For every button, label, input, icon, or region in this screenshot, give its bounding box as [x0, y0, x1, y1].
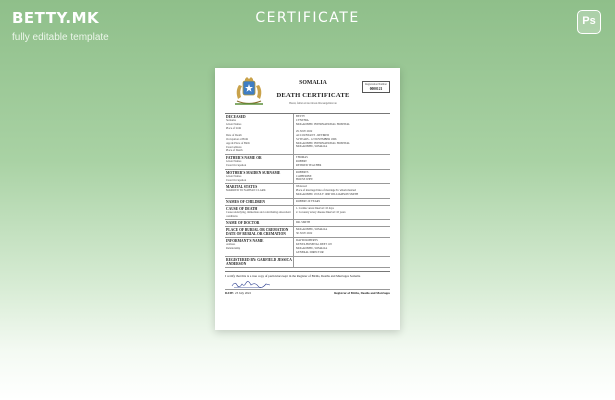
certification-statement: I certify that this is a true copy of particulars kept in the Register of Births, Deaths and Marriages Somalia: [225, 273, 361, 278]
section-heading: NAMES OF CHILDREN: [226, 199, 266, 204]
section-values: [293, 227, 390, 237]
certificate-section: [225, 238, 390, 256]
section-labels: [225, 206, 293, 220]
field-label: Place of Death: [226, 149, 243, 153]
section-heading: NAME OF DOCTOR: [226, 221, 260, 226]
section-heading: REGISTERED BY: GARFIELD JESSICA ANDERSON: [226, 257, 292, 266]
section-heading: FATHER'S NAME OR: [226, 156, 262, 161]
field-value: ROBERT 20 YEARS: [296, 199, 321, 203]
field-label: Given Names: [226, 160, 242, 164]
field-label: Given Names: [226, 174, 242, 178]
section-labels: [225, 170, 293, 184]
section-subheading: DATE OF BURIAL OR CREMATION: [226, 232, 286, 237]
field-value: DAVID ROBERTS: [296, 239, 318, 243]
section-values: [293, 257, 390, 267]
certificate-title: DEATH CERTIFICATE: [276, 92, 350, 99]
section-labels: [225, 199, 293, 205]
section-labels: [225, 257, 293, 267]
field-value: ACCOUNTANT - RETIRED: [296, 133, 330, 137]
section-heading: INFORMANT'S NAME: [226, 239, 264, 244]
field-value: Place of marriage Date of marriage To whom married: [296, 189, 357, 193]
field-label: Address: [226, 243, 236, 247]
field-value: 1. Cardiac arrest Interval: 10 days: [296, 206, 334, 210]
field-value: RETIRED TEACHER: [296, 163, 322, 167]
section-values: [293, 114, 390, 154]
section-values: [293, 184, 390, 197]
field-value: 30 JULY 2022: [296, 232, 313, 236]
field-value: MOGADISHU 18 JULY 1990 WILLIAMSON SMITH: [296, 192, 359, 196]
field-value: ROBERTS: [296, 170, 309, 174]
field-value: CYNTHIA: [296, 118, 309, 122]
certificate-country: SOMALIA: [299, 80, 327, 86]
field-value: HOUSE WIFE: [296, 178, 313, 182]
certificate-section: [225, 114, 390, 155]
section-values: [293, 170, 390, 184]
field-value: THOMAS: [296, 156, 308, 160]
field-label: Relationship: [226, 247, 241, 251]
section-values: [293, 155, 390, 169]
section-labels: [225, 155, 293, 169]
field-label: Date of Death: [226, 134, 242, 138]
section-heading: MARITAL STATUS: [226, 185, 258, 190]
registrar-signature: [225, 279, 390, 289]
field-label: Usual address: [226, 145, 242, 149]
field-value: 54 YEARS - 12 NOVEMBER 1966: [296, 137, 337, 141]
photoshop-icon: Ps: [577, 10, 601, 34]
field-value: CATHERINE: [296, 174, 312, 178]
field-label: Usual Occupation: [226, 163, 247, 167]
field-label: Occupation at Birth: [226, 137, 249, 141]
field-label: Cause underlying, immediate and contributing antecedent conditions: [226, 210, 291, 218]
field-label: Surname: [226, 119, 236, 122]
signature-icon: [231, 280, 271, 289]
certificate-section: [225, 257, 390, 268]
registration-number: 0000121: [369, 87, 383, 91]
brand-tagline: fully editable template: [12, 32, 109, 43]
page-title: CERTIFICATE: [255, 10, 360, 26]
section-heading: CAUSE OF DEATH: [226, 206, 258, 211]
certificate-section: [225, 184, 390, 198]
field-value: GENERAL DIRECTOR: [296, 250, 324, 254]
date-label: DATE: [225, 290, 234, 295]
section-heading: MOTHER'S MAIDEN SURNAME: [226, 170, 281, 175]
certificate-section: [225, 206, 390, 221]
section-values: [293, 220, 390, 226]
section-labels: [225, 238, 293, 255]
section-labels: [225, 114, 293, 154]
coat-of-arms-icon: [229, 75, 269, 109]
field-value: MOGADISHU, SOMALIA: [296, 228, 328, 232]
certificate-section: [225, 227, 390, 238]
field-label: MARRIED TO NATHAN CLARK: [226, 189, 266, 193]
section-labels: [225, 184, 293, 197]
field-value: 29 JULY 2022: [296, 130, 313, 134]
section-values: [293, 238, 390, 255]
registration-box: [362, 81, 390, 93]
date-value: 23 July 2022: [235, 290, 252, 295]
footer-row: [225, 289, 390, 295]
certificate-footer: [225, 271, 390, 295]
section-heading: PLACE OF BURIAL OR CREMATION: [226, 228, 289, 233]
field-label: Given Names: [226, 122, 242, 126]
section-labels: [225, 220, 293, 226]
certificate-header: [225, 73, 390, 109]
section-values: [293, 199, 390, 205]
certificate-note: Buuxi, fadlan sir ku tiirsan diiwaangelinta tan: [289, 102, 337, 105]
field-value: MOGADISHU, SOMALIA: [296, 246, 328, 250]
field-value: DR. SMITH: [296, 221, 310, 225]
field-value: 2. Coronary artery disease Interval: 10 years: [296, 210, 346, 214]
field-value: MOGADISHU INTERNATIONAL HOSPITAL: [296, 122, 351, 126]
certificate-section: [225, 155, 390, 170]
field-value: MOGADISHU INTERNATIONAL HOSPITAL: [296, 141, 351, 145]
field-label: Age & Place of Birth: [226, 141, 250, 145]
field-value: ROBERT: [296, 159, 307, 163]
field-label: Usual Occupation: [226, 178, 247, 182]
certificate-section: [225, 170, 390, 185]
field-value: BETTY: [296, 115, 306, 118]
registrar-title: Registrar of Births, Deaths and Marriages: [334, 290, 390, 295]
field-value: Widowed: [296, 185, 307, 189]
certificate-section: [225, 199, 390, 206]
section-values: [293, 206, 390, 220]
section-heading: DECEASED: [226, 115, 246, 119]
brand-logo: BETTY.MK: [12, 9, 100, 27]
section-labels: [225, 227, 293, 237]
registration-label: Registration Number: [365, 83, 387, 86]
certificate-section: [225, 220, 390, 227]
field-value: KENYA HOSPITAL DEPT 118: [296, 243, 332, 247]
certificate-sections: [225, 113, 390, 268]
field-value: MOGADISHU, SOMALIA: [296, 145, 328, 149]
field-label: Place of birth: [226, 126, 242, 130]
date-block: DATE: 23 July 2022: [225, 290, 252, 295]
certificate-document: [215, 68, 400, 330]
